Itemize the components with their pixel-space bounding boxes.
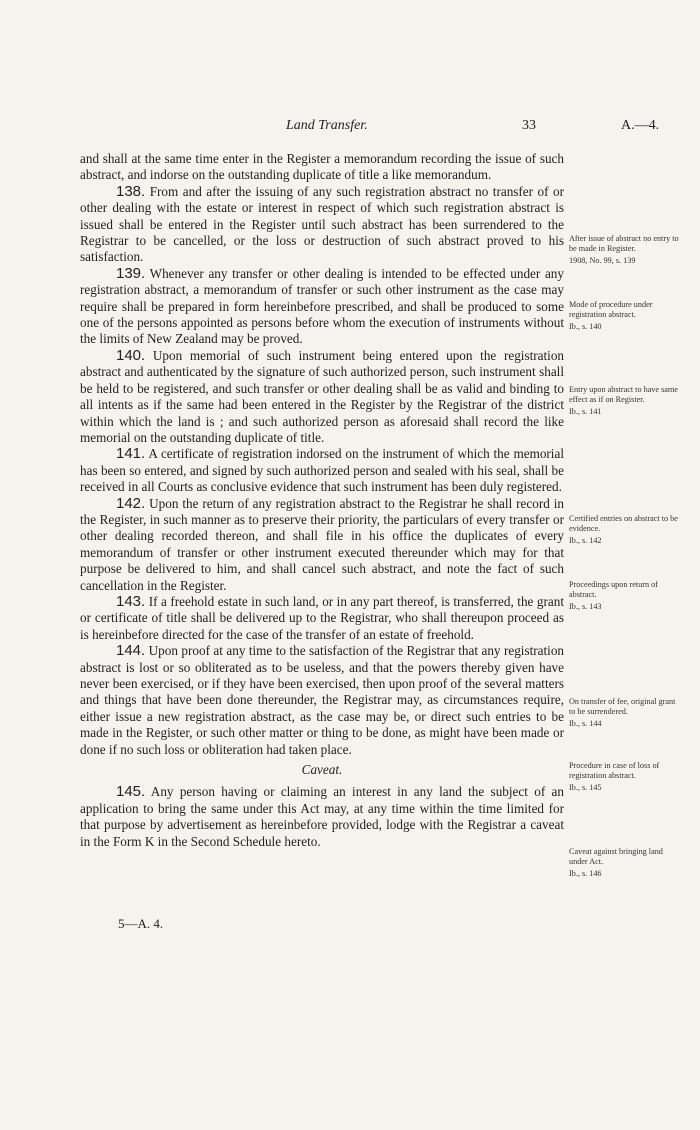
margin-note-ref: Ib., s. 141 — [569, 407, 602, 416]
margin-note-text: Caveat against bringing land under Act. — [569, 847, 663, 866]
margin-note-ref: Ib., s. 144 — [569, 719, 602, 728]
margin-note-text: Entry upon abstract to have same effect as if on Register. — [569, 385, 678, 404]
section-number: 142. — [116, 494, 146, 512]
section-number: 143. — [116, 592, 146, 610]
margin-note-144 — [569, 761, 681, 793]
margin-note-142 — [569, 580, 681, 612]
margin-note-145 — [569, 847, 681, 879]
section-140 — [80, 348, 564, 446]
section-text: Upon memorial of such instrument being entered upon the registration abstract and authenticated by the signature of such authorized person, such instrument shall be held to be registered, and such transfer or other dealing shall be as valid and binding to all intents as if the same had been entered in the Register by the Registrar of the district within which the land is ; and such authorized person as aforesaid shall record the like memorial on the outstanding duplicate of title. — [80, 347, 565, 445]
section-145 — [80, 784, 564, 850]
section-number: 141. — [116, 445, 146, 463]
section-text: Upon proof at any time to the satisfaction of the Registrar that any registration abstract is lost or so obliterated as to be useless, and that the powers thereby given have never been exercised, or if they have been exercised, then upon proof of the several matters and things that have been done thereunder, the Registrar may, as circumstances require, either issue a new registration abstract, as the case may be, or direct such entries to be made in the Register, or such other matter or thing to be done, as might have been made or done if no such loss or obliteration had taken place. — [80, 643, 565, 757]
section-number: 138. — [116, 182, 146, 200]
margin-note-ref: 1908, No. 99, s. 139 — [569, 256, 636, 265]
section-text: Any person having or claiming an interest in any land the subject of an application to bring the same under this Act may, at any time within the time limited for that purpose by advertisement as hereinbefore provided, lodge with the Registrar a caveat in the Form K in the Second Schedule hereto. — [80, 784, 564, 849]
margin-note-ref: Ib., s. 140 — [569, 322, 602, 331]
margin-note-138 — [569, 234, 681, 266]
margin-note-ref: Ib., s. 143 — [569, 602, 602, 611]
margin-note-text: Procedure in case of loss of registration abstract. — [569, 761, 660, 780]
margin-note-text: Certified entries on abstract to be evidence. — [569, 514, 678, 533]
section-144 — [80, 643, 564, 758]
page-header — [80, 118, 680, 140]
section-text: A certificate of registration indorsed on the instrument of which the memorial has been so entered, and signed by such authorized person and sealed with his seal, shall be received in all Courts as conclusive evidence that such instrument has been duly registered. — [80, 446, 564, 495]
margin-note-text: Proceedings upon return of abstract. — [569, 580, 658, 599]
margin-note-text: On transfer of fee, original grant to be surrendered. — [569, 697, 676, 716]
margin-note-ref: Ib., s. 145 — [569, 783, 602, 792]
section-141 — [80, 446, 564, 495]
section-139 — [80, 266, 564, 348]
section-text: If a freehold estate in such land, or in any part thereof, is transferred, the grant or certificate of title shall be delivered up to the Registrar, who shall thereupon proceed as is hereinbefore directed for the case of the transfer of an estate of freehold. — [80, 593, 565, 642]
margin-note-139 — [569, 300, 681, 332]
section-number: 145. — [116, 783, 146, 801]
main-text — [80, 151, 564, 850]
page-number: 33 — [522, 118, 536, 133]
margin-note-143 — [569, 697, 681, 729]
paragraph-intro: and shall at the same time enter in the Register a memorandum recording the issue of such abstract, and indorse on the outstanding duplicate of title a like memorandum. — [80, 151, 564, 183]
section-138 — [80, 184, 564, 266]
margin-note-text: After issue of abstract no entry to be made in Register. — [569, 234, 679, 253]
margin-note-ref: Ib., s. 146 — [569, 869, 602, 878]
signature-mark: 5—A. 4. — [118, 916, 164, 931]
section-number: 144. — [116, 642, 146, 660]
section-number: 139. — [116, 264, 146, 282]
running-title: Land Transfer. — [286, 118, 368, 133]
section-text: Upon the return of any registration abstract to the Registrar he shall record in the Register, in such manner as to preserve their priority, the particulars of every transfer or other dealing recorded thereon, and shall file in his office the duplicates of every memorandum of transfer or other instrument executed thereunder which may for that purpose be delivered to him, and shall cancel such abstract, and note the fact of such cancellation in the Register. — [80, 495, 564, 593]
margin-note-141 — [569, 514, 681, 546]
margin-note-text: Mode of procedure under registration abstract. — [569, 300, 653, 319]
caveat-heading: Caveat. — [301, 762, 343, 778]
series-number: A.—4. — [621, 118, 660, 133]
section-text: Whenever any transfer or other dealing is intended to be effected under any registration abstract, a memorandum of transfer or such other instrument as the case may require shall be prepared in form hereinbefore prescribed, and shall be produced to some one of the persons appointed as persons before whom the execution of instruments without the limits of New Zealand may be proved. — [80, 265, 564, 347]
section-142 — [80, 496, 564, 594]
section-number: 140. — [116, 346, 146, 364]
margin-note-ref: Ib., s. 142 — [569, 536, 602, 545]
section-143 — [80, 594, 564, 643]
section-text: From and after the issuing of any such registration abstract no transfer of or other dealing with the estate or interest in respect of which such registration abstract is issued shall be entered in the Register until such abstract has been surrendered to the Registrar to be cancelled, or the loss or destruction of such abstract proved to his satisfaction. — [80, 183, 565, 265]
margin-note-140 — [569, 385, 681, 417]
